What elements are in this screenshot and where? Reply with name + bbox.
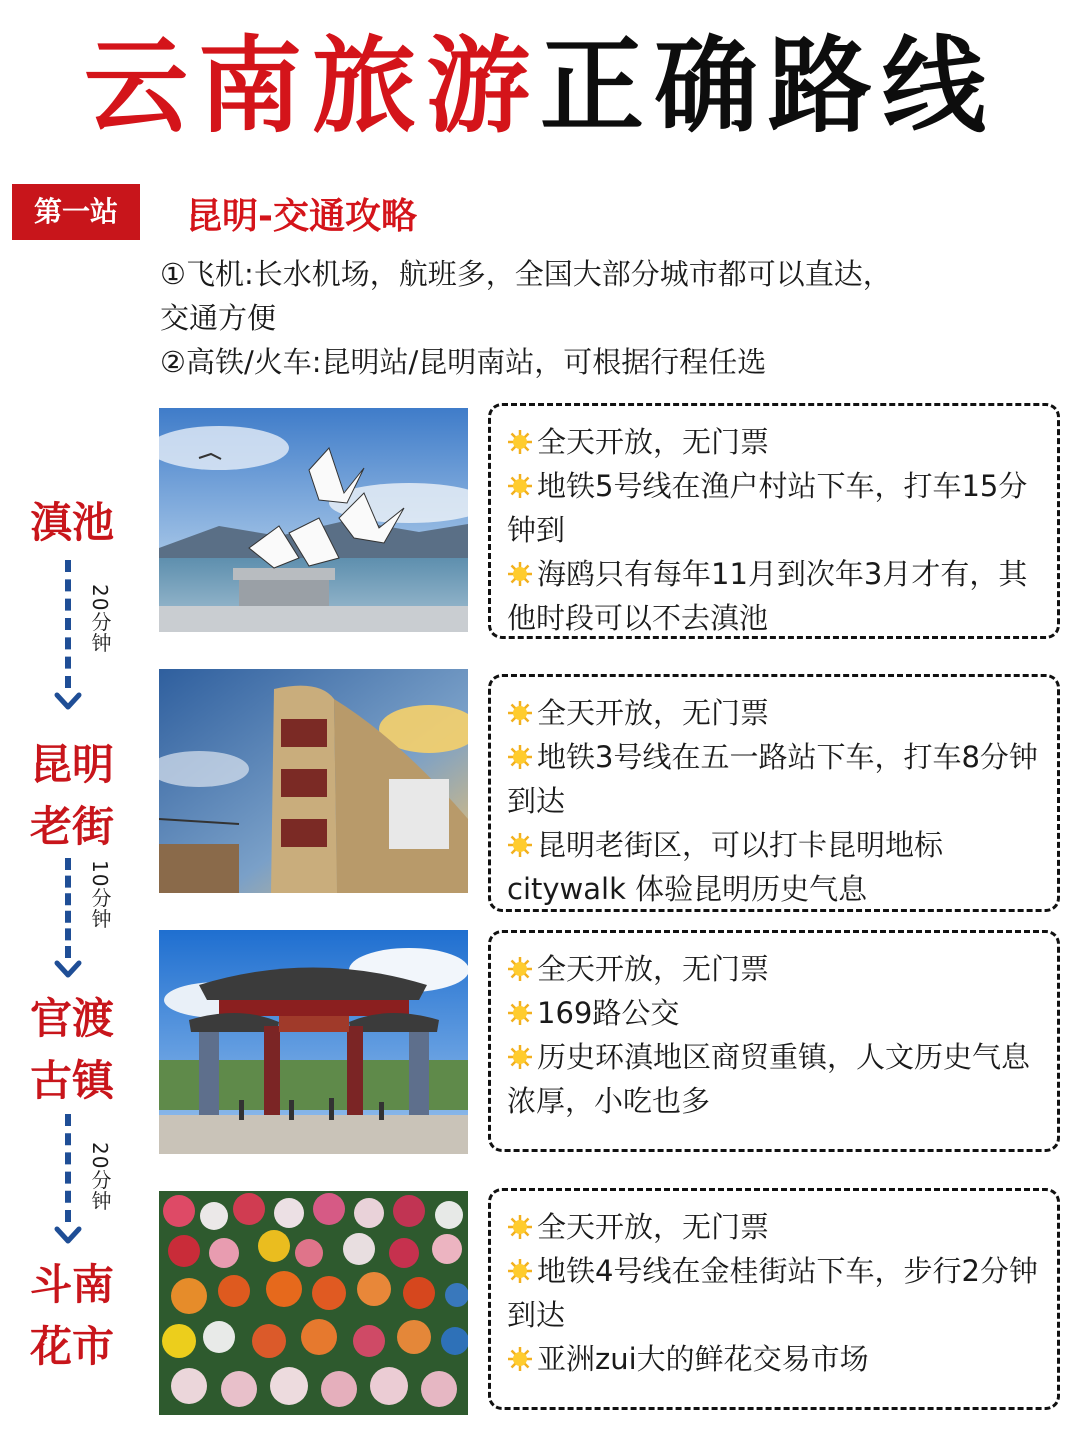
info-text: 历史环滇地区商贸重镇，人文历史气息浓厚，小吃也多 (507, 1040, 1031, 1118)
sun-icon (507, 1258, 533, 1284)
info-item (507, 823, 1043, 911)
stop-name-3: 官渡古镇 (29, 994, 114, 1105)
arrow-down-icon (54, 686, 82, 714)
transport-intro (160, 252, 920, 384)
sun-icon (507, 473, 533, 499)
stop-info-card-2 (488, 674, 1060, 912)
info-item (507, 552, 1043, 640)
info-item (507, 1035, 1043, 1123)
info-item (507, 1205, 1043, 1249)
info-text: 全天开放，无门票 (537, 952, 770, 986)
sun-icon (507, 1214, 533, 1240)
page-title (0, 26, 1080, 146)
info-item (507, 464, 1043, 552)
route-connector-3 (52, 1114, 84, 1254)
info-text: 地铁4号线在金桂街站下车，步行2分钟到达 (507, 1254, 1038, 1332)
intro-line-1: ①飞机:长水机场，航班多，全国大部分城市都可以直达，交通方便 (160, 257, 892, 335)
info-item (507, 991, 1043, 1035)
info-text: 地铁5号线在渔户村站下车，打车15分钟到 (507, 469, 1028, 547)
sun-icon (507, 832, 533, 858)
station-subtitle: 昆明-交通攻略 (186, 196, 417, 237)
stop-info-card-4 (488, 1188, 1060, 1410)
duration-label-1: 20分钟 (88, 584, 112, 654)
title-red: 云南旅游 (83, 25, 540, 147)
arrow-down-icon (54, 954, 82, 982)
info-item (507, 947, 1043, 991)
info-text: 全天开放，无门票 (537, 1210, 770, 1244)
info-text: 海鸥只有每年11月到次年3月才有，其他时段可以不去滇池 (507, 557, 1028, 635)
sun-icon (507, 1346, 533, 1372)
sun-icon (507, 561, 533, 587)
sun-icon (507, 956, 533, 982)
info-text: 亚洲zui大的鲜花交易市场 (537, 1342, 869, 1376)
duration-label-2: 10分钟 (88, 860, 112, 930)
duration-label-3: 20分钟 (88, 1142, 112, 1212)
sun-icon (507, 1000, 533, 1026)
route-connector-1 (52, 560, 84, 720)
stop-name-2: 昆明老街 (29, 740, 114, 851)
guandu-photo (159, 930, 468, 1154)
sun-icon (507, 1044, 533, 1070)
stop-info-card-3 (488, 930, 1060, 1152)
info-text: 全天开放，无门票 (537, 425, 770, 459)
stop-name-4: 斗南花市 (29, 1260, 114, 1371)
sun-icon (507, 744, 533, 770)
dianchi-photo (159, 408, 468, 632)
info-text: 地铁3号线在五一路站下车，打车8分钟到达 (507, 740, 1038, 818)
station-badge: 第一站 (12, 184, 140, 240)
old-street-photo (159, 669, 468, 893)
info-item (507, 420, 1043, 464)
title-black: 正确路线 (540, 25, 997, 147)
info-item (507, 691, 1043, 735)
stop-info-card-1 (488, 403, 1060, 639)
stop-name-1: 滇池 (29, 498, 114, 547)
info-text: 全天开放，无门票 (537, 696, 770, 730)
intro-line-2: ②高铁/火车:昆明站/昆明南站，可根据行程任选 (160, 345, 767, 379)
flower-market-photo (159, 1191, 468, 1415)
arrow-down-icon (54, 1220, 82, 1248)
sun-icon (507, 429, 533, 455)
route-connector-2 (52, 858, 84, 988)
info-text: 昆明老街区，可以打卡昆明地标citywalk 体验昆明历史气息 (507, 828, 944, 906)
info-item (507, 735, 1043, 823)
info-text: 169路公交 (537, 996, 680, 1030)
info-item (507, 1337, 1043, 1381)
sun-icon (507, 700, 533, 726)
info-item (507, 1249, 1043, 1337)
